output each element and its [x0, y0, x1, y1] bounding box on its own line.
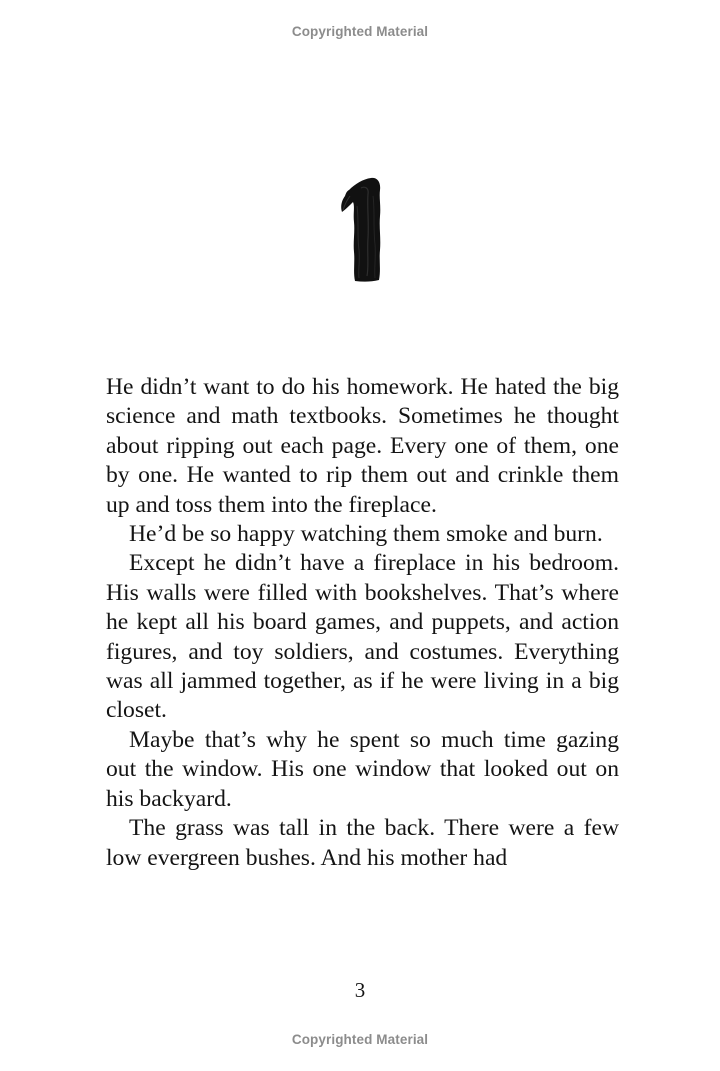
chapter-body — [106, 373, 619, 873]
paragraph-3: Except he didn’t have a fireplace in his bedroom. His walls were filled with bookshelves. That’s where he kept all his board games, and puppets, and action figures, and toy soldiers, and costumes. Everything was all jammed together, as if he were living in a big closet. — [106, 550, 619, 724]
paragraph-5: The grass was tall in the back. There were a few low evergreen bushes. And his mother had — [106, 815, 619, 871]
copyright-watermark-bottom: Copyrighted Material — [291, 1032, 429, 1047]
page-number: 3 — [354, 978, 366, 1002]
chapter-number-1 — [335, 176, 385, 284]
paragraph-2: He’d be so happy watching them smoke and burn. — [129, 521, 603, 548]
paragraph-1: He didn’t want to do his homework. He hated the big science and math textbooks. Sometimes he thought about ripping out each page. Every one of them, one by one. He wanted to rip them out and crinkle them up and toss them into the fireplace. — [106, 374, 619, 518]
copyright-watermark-top: Copyrighted Material — [291, 24, 429, 39]
paragraph-4: Maybe that’s why he spent so much time gazing out the window. His one window that looked out on his backyard. — [106, 726, 619, 812]
